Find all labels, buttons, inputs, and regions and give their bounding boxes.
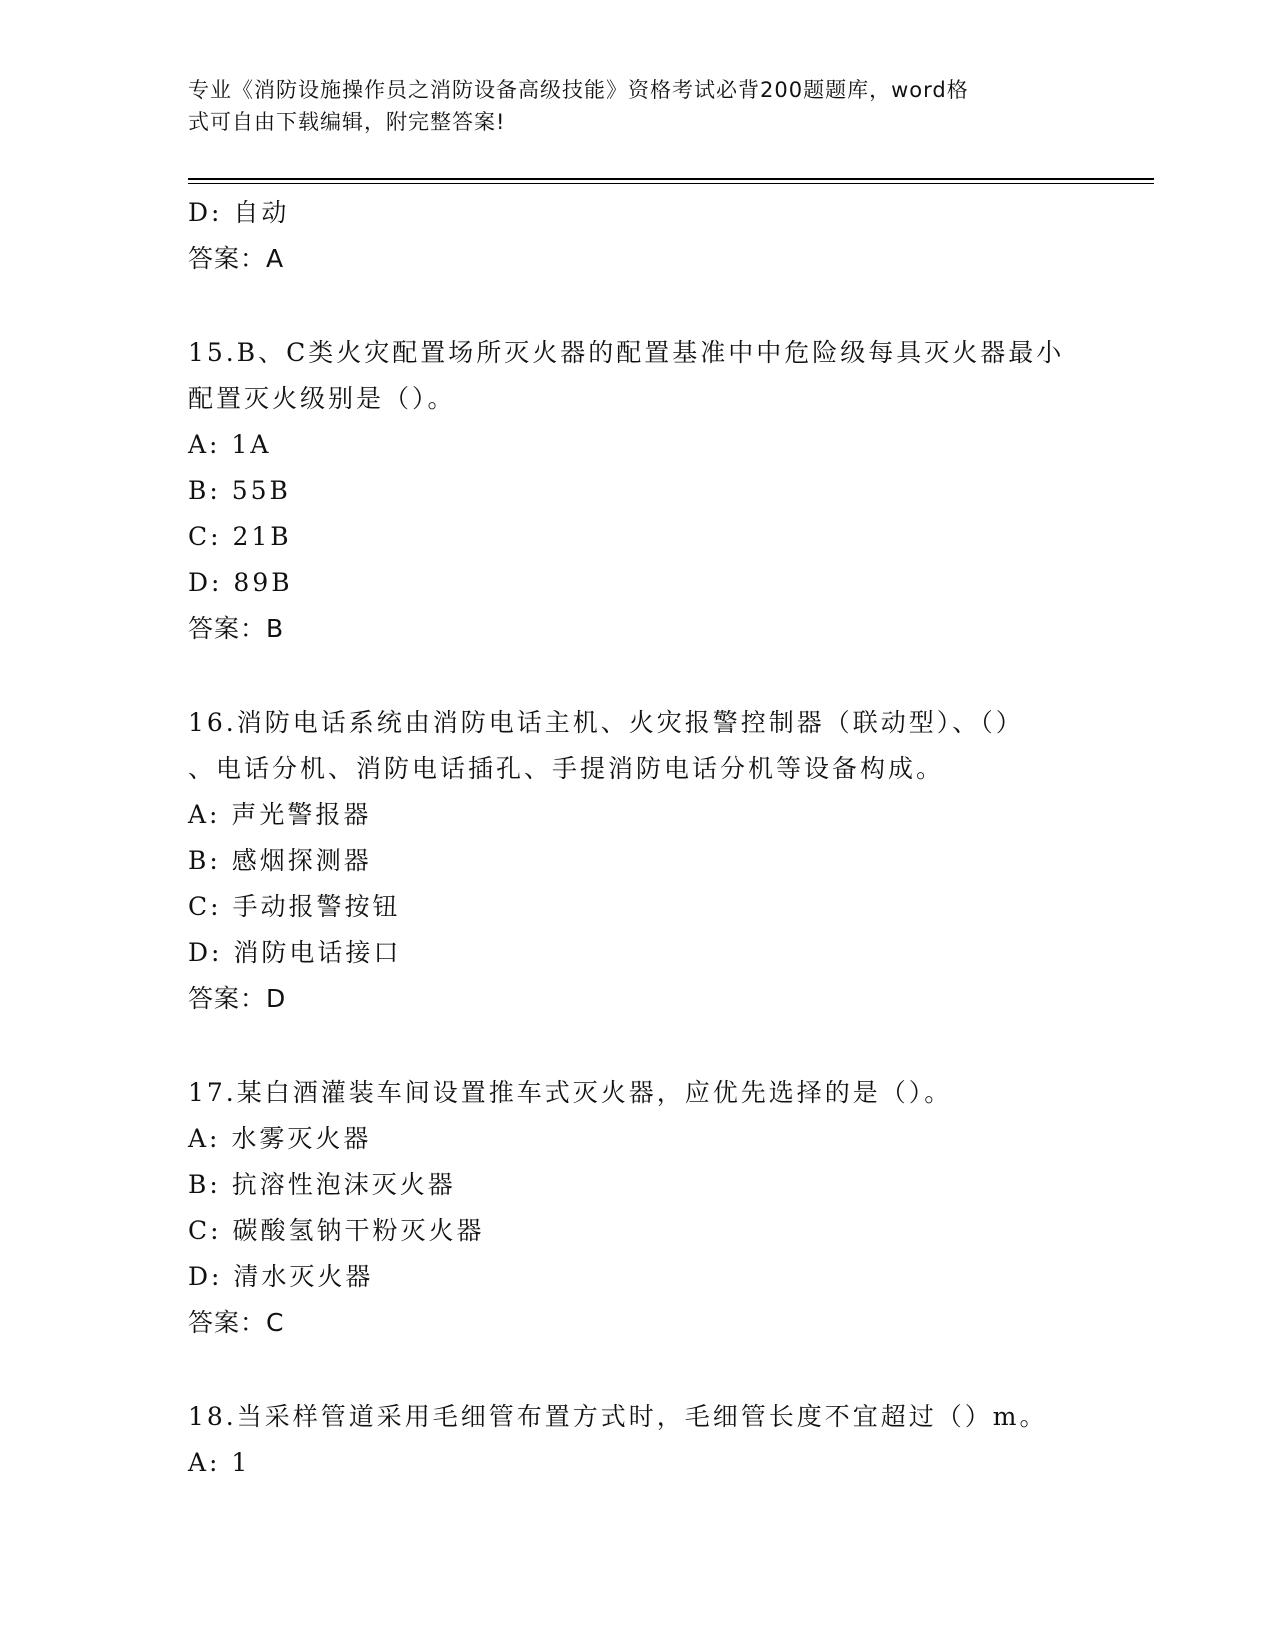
question-14-tail	[188, 190, 1088, 282]
option-a: A: 声光警报器	[188, 800, 372, 829]
header-line-2: 式可自由下载编辑，附完整答案!	[188, 110, 506, 134]
question-16	[188, 700, 1088, 1022]
question-content	[188, 190, 1088, 1486]
question-stem-line: 16.消防电话系统由消防电话主机、火灾报警控制器（联动型）、（）	[188, 708, 1024, 737]
option-c: C: 21B	[188, 522, 292, 551]
option-d: D: 消防电话接口	[188, 938, 402, 967]
option-c: C: 碳酸氢钠干粉灭火器	[188, 1216, 485, 1245]
question-gap	[188, 1346, 1088, 1394]
document-header	[188, 74, 1068, 138]
option-d: D: 清水灭火器	[188, 1262, 374, 1291]
option-d: D: 自动	[188, 198, 290, 227]
header-line-1: 专业《消防设施操作员之消防设备高级技能》资格考试必背200题题库，word格	[188, 78, 969, 102]
option-b: B: 感烟探测器	[188, 846, 372, 875]
answer-line: 答案：C	[188, 1308, 285, 1337]
question-stem-line: 15.B、C类火灾配置场所灭火器的配置基准中中危险级每具灭火器最小	[188, 338, 1065, 367]
option-d: D: 89B	[188, 568, 293, 597]
option-b: B: 55B	[188, 476, 291, 505]
question-stem-line: 配置灭火级别是（）。	[188, 384, 456, 413]
answer-line: 答案：D	[188, 984, 287, 1013]
question-stem-line: 、电话分机、消防电话插孔、手提消防电话分机等设备构成。	[188, 754, 945, 783]
question-18	[188, 1394, 1088, 1486]
question-stem-line: 18.当采样管道采用毛细管布置方式时，毛细管长度不宜超过（）m。	[188, 1402, 1048, 1431]
option-a: A: 1	[188, 1448, 251, 1477]
option-c: C: 手动报警按钮	[188, 892, 401, 921]
header-divider-thin	[188, 183, 1154, 184]
question-17	[188, 1070, 1088, 1346]
question-15	[188, 330, 1088, 652]
question-gap	[188, 282, 1088, 330]
question-gap	[188, 652, 1088, 700]
answer-line: 答案：A	[188, 244, 285, 273]
option-b: B: 抗溶性泡沫灭火器	[188, 1170, 456, 1199]
option-a: A: 水雾灭火器	[188, 1124, 372, 1153]
answer-line: 答案：B	[188, 614, 285, 643]
question-gap	[188, 1022, 1088, 1070]
header-divider-thick	[188, 178, 1154, 180]
option-a: A: 1A	[188, 430, 272, 459]
question-stem-line: 17.某白酒灌装车间设置推车式灭火器，应优先选择的是（）。	[188, 1078, 953, 1107]
